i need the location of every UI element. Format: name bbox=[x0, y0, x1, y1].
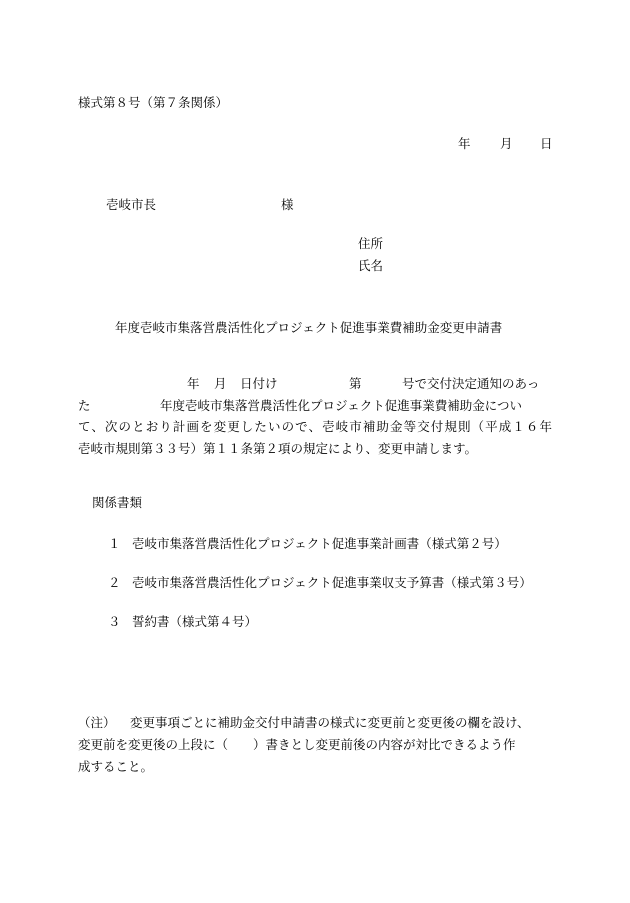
related-doc-text-1: 壱岐市集落営農活性化プロジェクト促進事業計画書（様式第２号） bbox=[132, 536, 507, 551]
body-year: 年 bbox=[187, 376, 200, 391]
related-docs-heading: 関係書類 bbox=[92, 495, 143, 510]
related-doc-number-3: ３ bbox=[108, 614, 121, 629]
document-title: 年度壱岐市集落営農活性化プロジェクト促進事業費補助金変更申請書 bbox=[115, 320, 503, 335]
body-ta: た bbox=[78, 398, 91, 413]
applicant-name-label: 氏名 bbox=[358, 258, 384, 273]
body-line4: 壱岐市規則第３３号）第１１条第２項の規定により、変更申請します。 bbox=[78, 441, 478, 456]
date-month-label: 月 bbox=[500, 136, 513, 151]
body-month: 月 bbox=[214, 376, 227, 391]
form-number: 様式第８号（第７条関係） bbox=[78, 95, 229, 110]
body-dai: 第 bbox=[349, 376, 362, 391]
related-doc-number-1: １ bbox=[108, 536, 121, 551]
related-doc-text-2: 壱岐市集落営農活性化プロジェクト促進事業収支予算書（様式第３号） bbox=[132, 575, 532, 590]
addressee-honorific: 様 bbox=[281, 197, 294, 212]
note-line3: 成すること。 bbox=[78, 759, 154, 774]
body-paragraph bbox=[78, 416, 552, 460]
date-year-label: 年 bbox=[458, 136, 471, 151]
body-line3: て、次のとおり計画を変更したいので、壱岐市補助金等交付規則（平成１６年 bbox=[78, 419, 552, 434]
related-doc-text-3: 誓約書（様式第４号） bbox=[132, 614, 258, 629]
addressee-name: 壱岐市長 bbox=[106, 197, 157, 212]
date-day-label: 日 bbox=[540, 136, 553, 151]
applicant-address-label: 住所 bbox=[358, 236, 384, 251]
body-dated: 日付け bbox=[240, 376, 278, 391]
body-line2-rest: 年度壱岐市集落営農活性化プロジェクト促進事業費補助金につい bbox=[160, 398, 523, 413]
note-line2: 変更前を変更後の上段に（ ）書きとし変更前後の内容が対比できるよう作 bbox=[78, 737, 516, 752]
related-doc-number-2: ２ bbox=[108, 575, 121, 590]
note-line1: 変更事項ごとに補助金交付申請書の様式に変更前と変更後の欄を設け、 bbox=[130, 715, 530, 730]
note-label: （注） bbox=[78, 715, 116, 730]
body-line1-rest: 号で交付決定通知のあっ bbox=[402, 376, 540, 391]
